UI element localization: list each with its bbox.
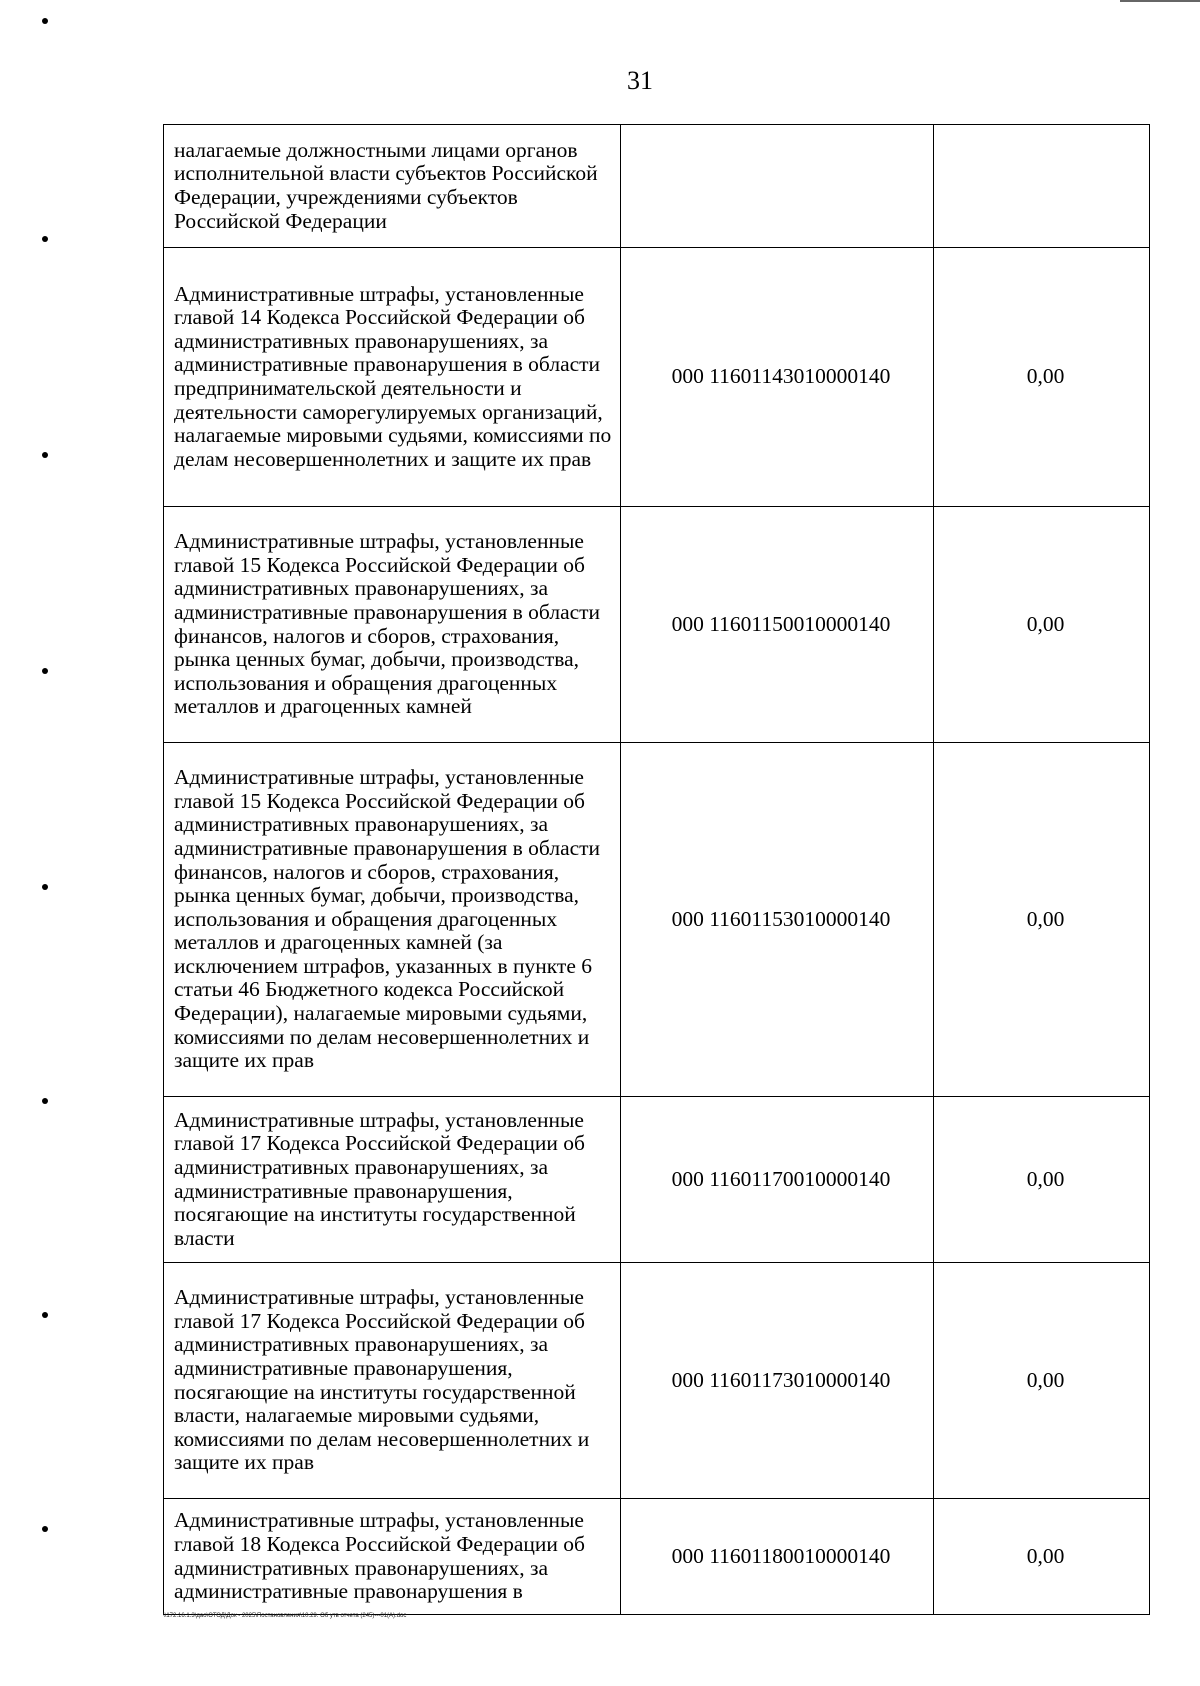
row-amount-cell: 0,00 (934, 743, 1150, 1097)
row-name-cell: Административные штрафы, установленные главой 18 Кодекса Российской Федерации об административных правонарушениях, за административные правонарушения в (164, 1499, 621, 1615)
row-name-cell: налагаемые должностными лицами органов исполнительной власти субъектов Российской Федерации, учреждениями субъектов Российской Федерации (164, 125, 621, 248)
row-code-cell: 000 11601180010000140 (621, 1499, 934, 1615)
row-name-cell: Административные штрафы, установленные главой 17 Кодекса Российской Федерации об административных правонарушениях, за административные правонарушения, посягающие на институты государственной власти, налагаемые мировыми судьями, комиссиями по делам несовершеннолетних и защите их прав (164, 1263, 621, 1499)
table-row (164, 1097, 1150, 1263)
binding-hole-dot (42, 668, 48, 674)
binding-hole-dot (42, 236, 48, 242)
row-amount-cell: 0,00 (934, 507, 1150, 743)
binding-hole-dot (42, 1312, 48, 1318)
binding-hole-dot (42, 884, 48, 890)
scan-edge-mark (1120, 0, 1200, 2)
page-number: 31 (627, 66, 653, 95)
row-code-cell: 000 11601170010000140 (621, 1097, 934, 1263)
row-code-cell: 000 11601143010000140 (621, 248, 934, 507)
binding-hole-dot (42, 18, 48, 24)
row-amount-cell: 0,00 (934, 1499, 1150, 1615)
row-name-cell: Административные штрафы, установленные главой 17 Кодекса Российской Федерации об административных правонарушениях, за административные правонарушения, посягающие на институты государственной власти (164, 1097, 621, 1263)
table-row (164, 743, 1150, 1097)
revenue-table (163, 124, 1150, 1615)
row-name-cell: Административные штрафы, установленные главой 14 Кодекса Российской Федерации об административных правонарушениях, за административные правонарушения в области предпринимательской деятельности и деятельности саморегулируемых организаций, налагаемые мировыми судьями, комиссиями по делам несовершеннолетних и защите их прав (164, 248, 621, 507)
row-name-cell: Административные штрафы, установленные главой 15 Кодекса Российской Федерации об административных правонарушениях, за административные правонарушения в области финансов, налогов и сборов, страхования, рынка ценных бумаг, добычи, производства, использования и обращения драгоценных металлов и драгоценных камней (за исключением штрафов, указанных в пункте 6 статьи 46 Бюджетного кодекса Российской Федерации), налагаемые мировыми судьями, комиссиями по делам несовершеннолетних и защите их прав (164, 743, 621, 1097)
binding-hole-dot (42, 452, 48, 458)
row-code-cell: 000 11601150010000140 (621, 507, 934, 743)
row-name-cell: Административные штрафы, установленные главой 15 Кодекса Российской Федерации об административных правонарушениях, за административные правонарушения в области финансов, налогов и сборов, страхования, рынка ценных бумаг, добычи, производства, использования и обращения драгоценных металлов и драгоценных камней (164, 507, 621, 743)
row-code-cell: 000 11601173010000140 (621, 1263, 934, 1499)
row-code-cell: 000 11601153010000140 (621, 743, 934, 1097)
table-row (164, 507, 1150, 743)
row-amount-cell (934, 125, 1150, 248)
footer-file-path: \\172.16.1.3\дао\ОТОД\Док - 2025\Постановления\10.29. Об утв отчета (245)---01(А).doc (163, 1613, 407, 1619)
table-row (164, 1263, 1150, 1499)
row-code-cell (621, 125, 934, 248)
table-row (164, 1499, 1150, 1615)
row-amount-cell: 0,00 (934, 1097, 1150, 1263)
binding-hole-dot (42, 1526, 48, 1532)
row-amount-cell: 0,00 (934, 1263, 1150, 1499)
table-row (164, 248, 1150, 507)
table-row (164, 125, 1150, 248)
row-amount-cell: 0,00 (934, 248, 1150, 507)
binding-hole-dot (42, 1098, 48, 1104)
